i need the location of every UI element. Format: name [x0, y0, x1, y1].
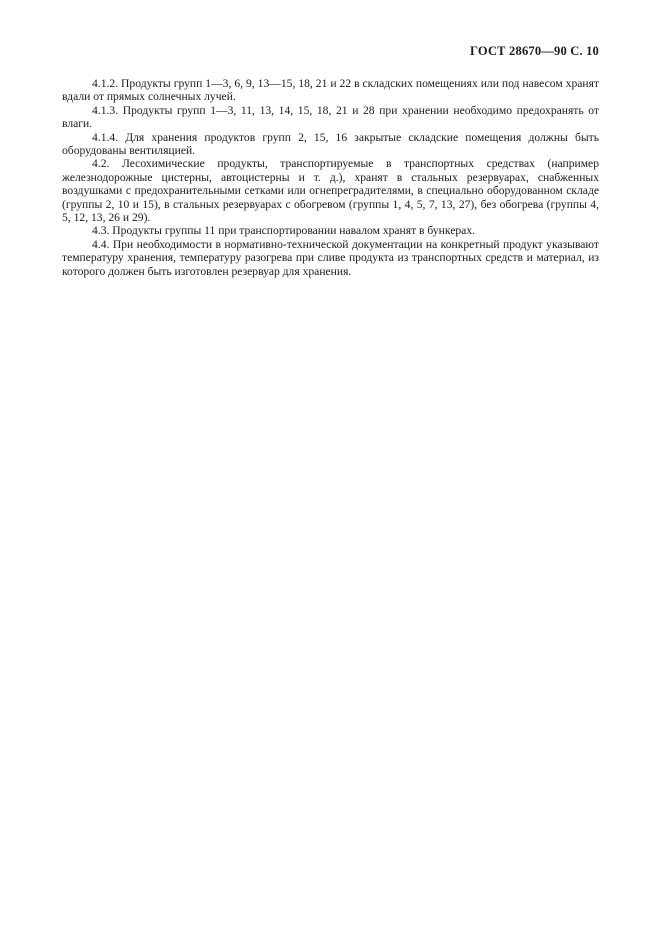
- paragraph-4-4: 4.4. При необходимости в нормативно-технической документации на конкретный продукт указывают температуру хранения, температуру разогрева при сливе продукта из транспортных средств и материал, из которого должен быть изготовлен резервуар для хранения.: [62, 237, 599, 278]
- paragraph-4-1-2: 4.1.2. Продукты групп 1—3, 6, 9, 13—15, 18, 21 и 22 в складских помещениях или под навесом хранят вдали от прямых солнечных лучей.: [62, 77, 599, 104]
- document-body: [62, 77, 599, 278]
- paragraph-4-2: 4.2. Лесохимические продукты, транспортируемые в транспортных средствах (например железнодорожные цистерны, автоцистерны и т. д.), хранят в стальных резервуарах, снабженных воздушками с предохранительными сетками или огнепреградителями, в специально оборудованном складе (группы 2, 10 и 15), в стальных резервуарах с обогревом (группы 1, 4, 5, 7, 13, 27), без обогрева (группы 4, 5, 12, 13, 26 и 29).: [62, 157, 599, 225]
- page-header: ГОСТ 28670—90 С. 10: [470, 44, 599, 58]
- paragraph-4-1-4: 4.1.4. Для хранения продуктов групп 2, 15, 16 закрытые складские помещения должны быть оборудованы вентиляцией.: [62, 130, 599, 158]
- paragraph-4-1-3: 4.1.3. Продукты групп 1—3, 11, 13, 14, 15, 18, 21 и 28 при хранении необходимо предохранять от влаги.: [62, 103, 599, 131]
- paragraph-4-3: 4.3. Продукты группы 11 при транспортировании навалом хранят в бункерах.: [92, 224, 476, 238]
